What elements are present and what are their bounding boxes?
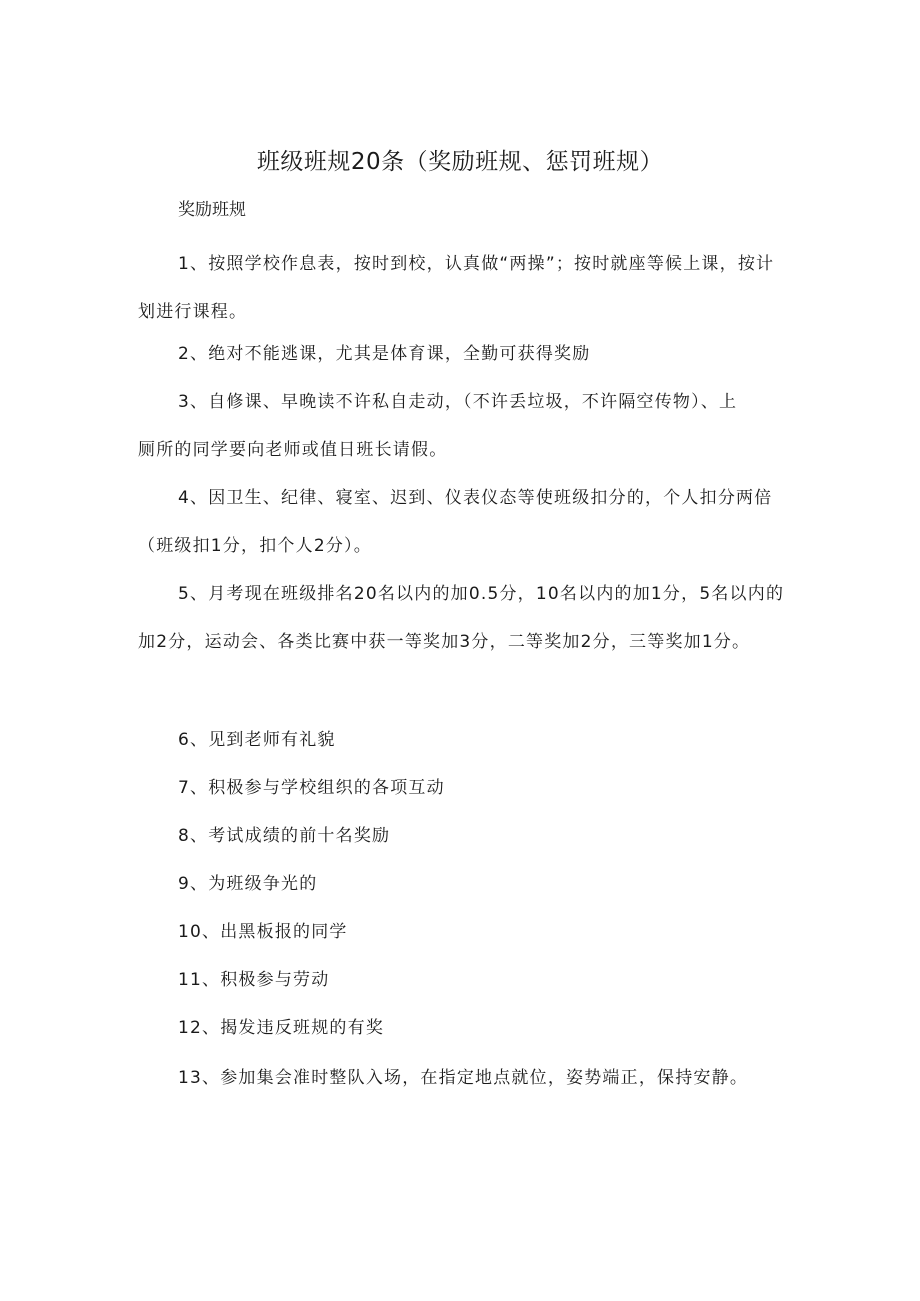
rule-item-3: 3、自修课、早晚读不许私自走动，（不许丢垃圾，不许隔空传物）、上厕所的同学要向老师或值日班长请假。: [138, 392, 738, 460]
rule-item-1: 1、按照学校作息表，按时到校，认真做“两操”；按时就座等候上课，按计划进行课程。: [138, 254, 775, 322]
section-heading-rewards: 奖励班规: [178, 200, 246, 220]
rule-item-12: 12、揭发违反班规的有奖: [178, 1018, 385, 1038]
rule-item-13: 13、参加集会准时整队入场，在指定地点就位，姿势端正，保持安静。: [178, 1068, 749, 1088]
rule-item-6: 6、见到老师有礼貌: [178, 730, 336, 750]
rule-item-10: 10、出黑板报的同学: [178, 922, 348, 942]
rule-item-5: 5、月考现在班级排名20名以内的加0.5分，10名以内的加1分，5名以内的加2分，运动会、各类比赛中获一等奖加3分，二等奖加2分，三等奖加1分。: [138, 584, 785, 652]
rule-item-7: 7、积极参与学校组织的各项互动: [178, 778, 445, 798]
document-title: 班级班规20条（奖励班规、惩罚班规）: [256, 149, 664, 175]
rule-item-2: 2、绝对不能逃课，尤其是体育课，全勤可获得奖励: [178, 344, 591, 364]
rule-item-11: 11、积极参与劳动: [178, 970, 330, 990]
rule-item-8: 8、考试成绩的前十名奖励: [178, 826, 391, 846]
rule-item-9: 9、为班级争光的: [178, 874, 318, 894]
rule-item-4: 4、因卫生、纪律、寝室、迟到、仪表仪态等使班级扣分的，个人扣分两倍（班级扣1分，扣个人2分）。: [138, 488, 773, 556]
